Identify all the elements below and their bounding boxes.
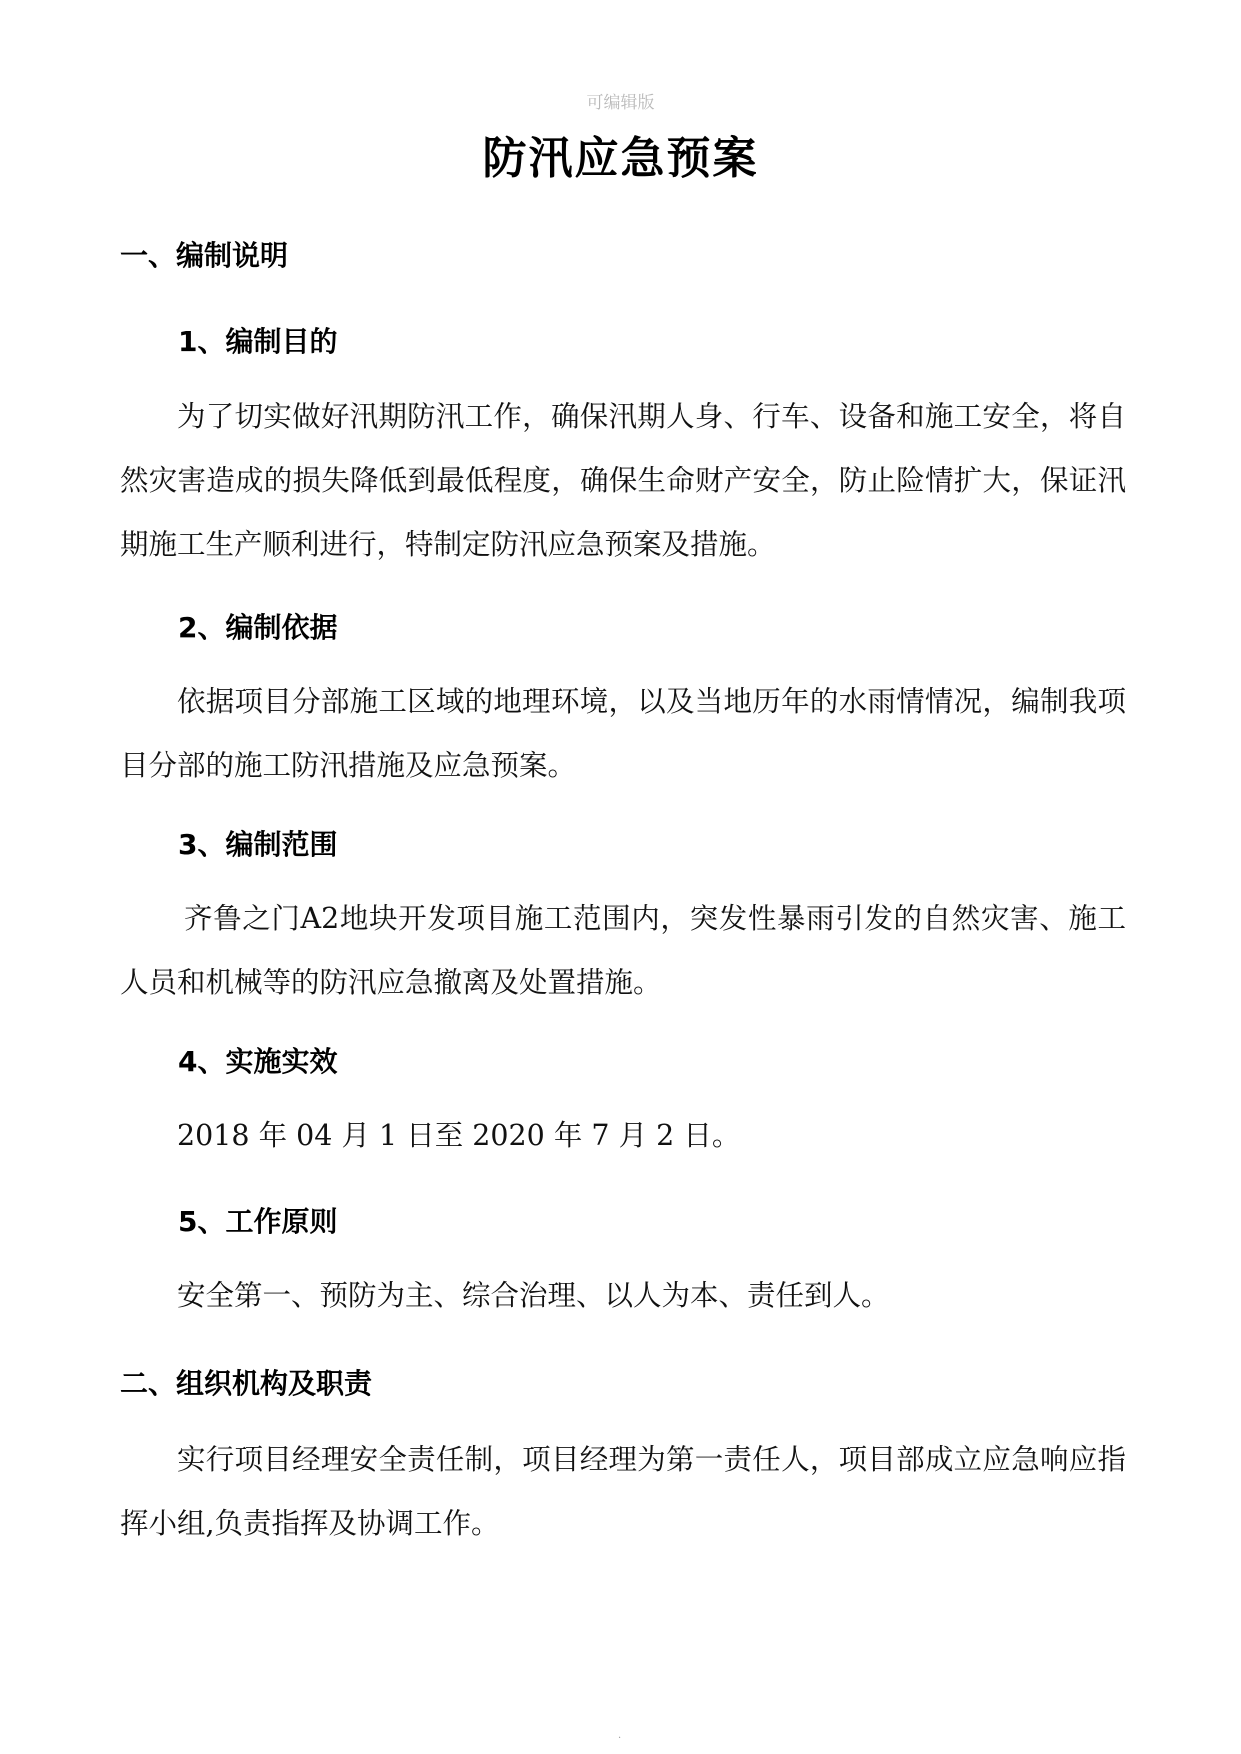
subsection-heading-principles: 5、工作原则 — [178, 1205, 338, 1238]
section-heading-1: 一、编制说明 — [120, 239, 289, 272]
paragraph-purpose: 为了切实做好汛期防汛工作，确保汛期人身、行车、设备和施工安全，将自然灾害造成的损失降低到最低程度，确保生命财产安全，防止险情扩大，保证汛期施工生产顺利进行，特制定防汛应急预案及措施。 — [120, 400, 1126, 561]
subsection-heading-purpose: 1、编制目的 — [178, 325, 338, 358]
section-heading-2: 二、组织机构及职责 — [120, 1367, 373, 1400]
subsection-heading-scope: 3、编制范围 — [178, 828, 338, 861]
subsection-heading-effective-period: 4、实施实效 — [178, 1045, 338, 1078]
paragraph-organization: 实行项目经理安全责任制，项目经理为第一责任人，项目部成立应急响应指挥小组,负责指挥及协调工作。 — [120, 1443, 1126, 1540]
document-title: 防汛应急预案 — [482, 133, 759, 184]
watermark-text: 可编辑版 — [586, 93, 655, 113]
paragraph-effective-period: 2018 年 04 月 1 日至 2020 年 7 月 2 日。 — [177, 1119, 741, 1152]
subsection-heading-basis: 2、编制依据 — [178, 611, 338, 644]
footer-mark: . — [618, 1730, 622, 1741]
paragraph-scope: 齐鲁之门A2地块开发项目施工范围内，突发性暴雨引发的自然灾害、施工人员和机械等的防汛应急撤离及处置措施。 — [120, 902, 1126, 999]
paragraph-principles: 安全第一、预防为主、综合治理、以人为本、责任到人。 — [177, 1279, 890, 1312]
paragraph-basis: 依据项目分部施工区域的地理环境，以及当地历年的水雨情情况，编制我项目分部的施工防汛措施及应急预案。 — [120, 685, 1126, 782]
